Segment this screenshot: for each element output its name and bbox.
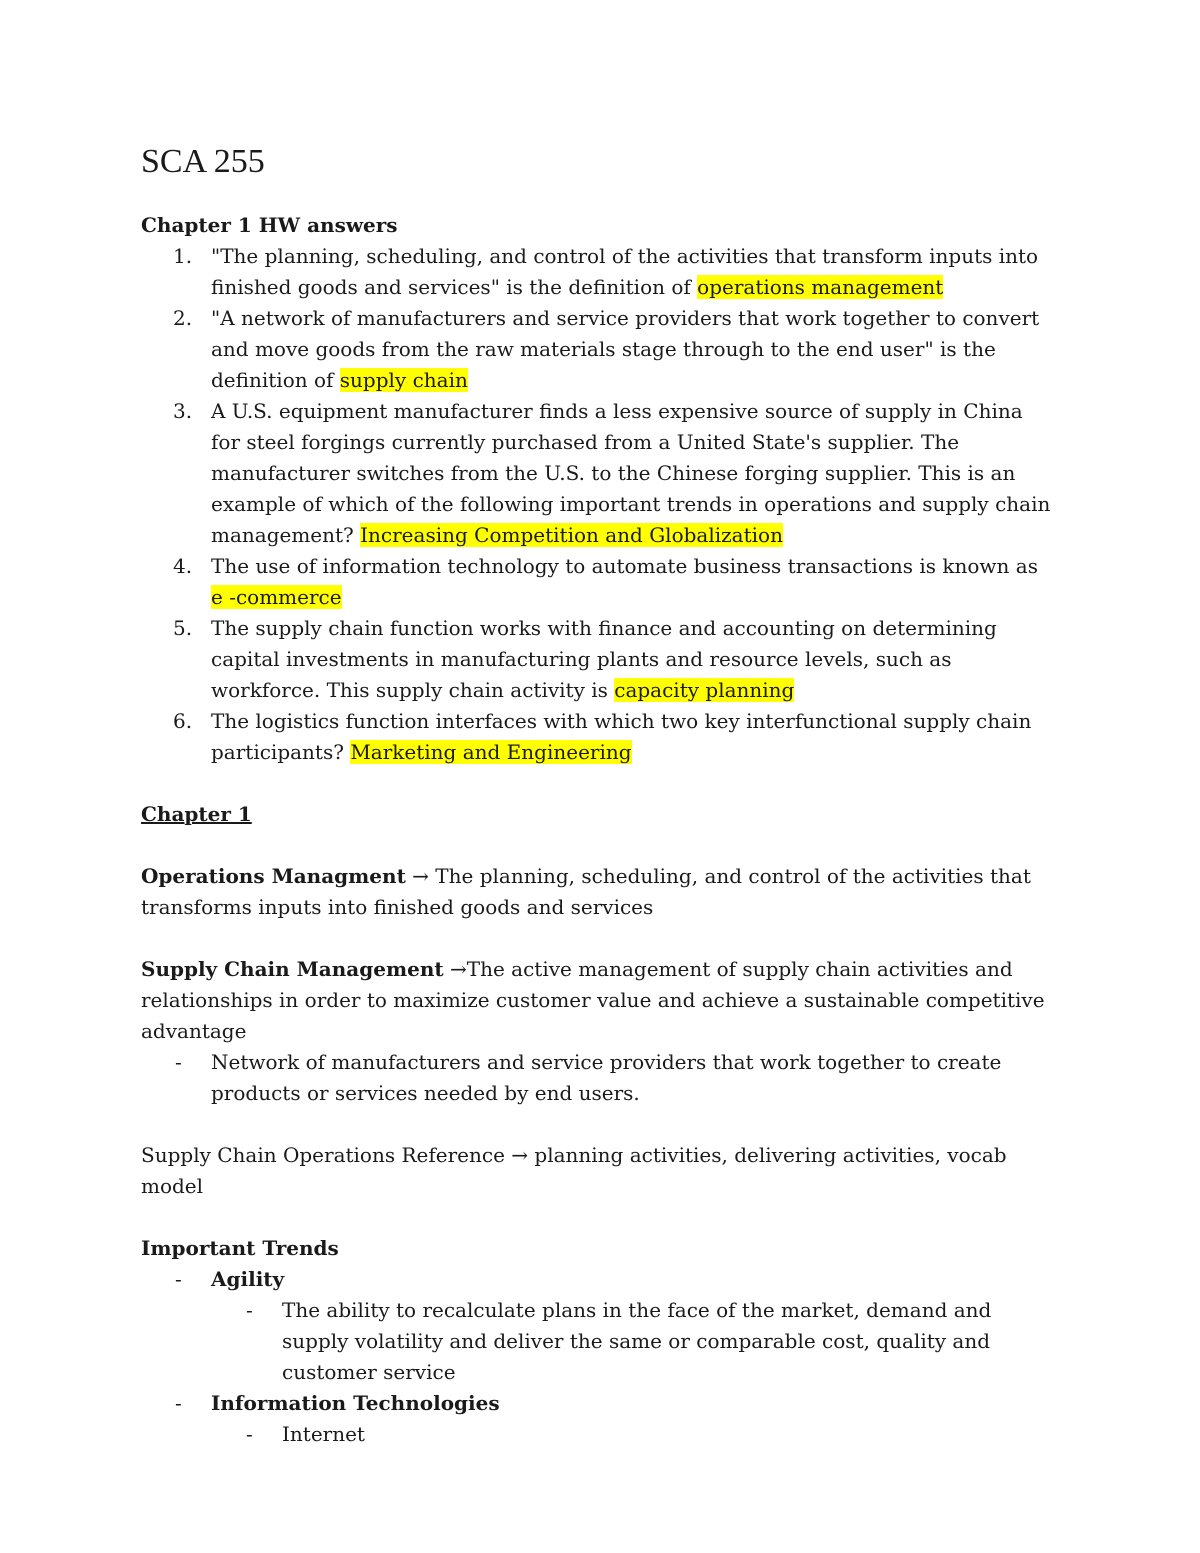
agility-def: The ability to recalculate plans in the face of the market, demand and supply volatility and deliver the same or comparable cost, quality and customer service bbox=[282, 1298, 992, 1384]
highlighted-answer: capacity planning bbox=[614, 678, 795, 702]
list-item bbox=[141, 1295, 1056, 1388]
ops-def: → The planning, scheduling, and control of the activities that transforms inputs into finished goods and services bbox=[141, 864, 1031, 919]
list-item bbox=[141, 1419, 1056, 1450]
item-number: 5. bbox=[173, 616, 193, 640]
highlighted-answer: supply chain bbox=[339, 368, 468, 392]
highlighted-answer: Marketing and Engineering bbox=[350, 740, 632, 764]
dash-bullet: - bbox=[175, 1267, 182, 1291]
scm-definition bbox=[141, 954, 1056, 1047]
ops-term: Operations Managment bbox=[141, 864, 406, 888]
item-number: 1. bbox=[173, 244, 193, 268]
dash-bullet: - bbox=[175, 1391, 182, 1415]
trends-heading: Important Trends bbox=[141, 1236, 339, 1260]
item-text: "A network of manufacturers and service providers that work together to convert and move goods from the raw materials stage through to the end user" is the definition of bbox=[211, 306, 1040, 392]
item-text: "The planning, scheduling, and control of the activities that transform inputs into finished goods and services" is the definition of bbox=[211, 244, 1039, 299]
highlighted-answer: Increasing Competition and Globalization bbox=[360, 523, 783, 547]
ops-definition bbox=[141, 861, 1056, 923]
list-item bbox=[141, 396, 1056, 551]
scm-bullet: Network of manufacturers and service providers that work together to create products or services needed by end users. bbox=[211, 1050, 1002, 1105]
item-number: 3. bbox=[173, 399, 193, 423]
item-text: The supply chain function works with finance and accounting on determining capital investments in manufacturing plants and resource levels, such as workforce. This supply chain activity is bbox=[211, 616, 997, 702]
scm-term: Supply Chain Management bbox=[141, 957, 444, 981]
item-number: 4. bbox=[173, 554, 193, 578]
highlighted-answer: e -commerce bbox=[211, 585, 342, 609]
list-item bbox=[141, 241, 1056, 303]
agility-label: Agility bbox=[211, 1267, 285, 1291]
highlighted-answer: operations management bbox=[697, 275, 944, 299]
list-item bbox=[141, 1388, 1056, 1419]
scm-def: →The active management of supply chain activities and relationships in order to maximize customer value and achieve a sustainable competitive advantage bbox=[141, 957, 1045, 1043]
dash-bullet: - bbox=[175, 1050, 182, 1074]
internet-label: Internet bbox=[282, 1422, 365, 1446]
document-page bbox=[141, 140, 1056, 1450]
list-item bbox=[141, 551, 1056, 613]
dash-bullet: - bbox=[246, 1422, 253, 1446]
item-number: 6. bbox=[173, 709, 193, 733]
item-text: A U.S. equipment manufacturer finds a less expensive source of supply in China for steel forgings currently purchased from a United State's supplier. The manufacturer switches from the U.S. to the Chinese forging supplier. This is an example of which of the following important trends in operations and supply chain management? bbox=[211, 399, 1051, 547]
list-item bbox=[141, 1047, 1056, 1109]
list-item bbox=[141, 613, 1056, 706]
scor-line: Supply Chain Operations Reference → planning activities, delivering activities, vocab model bbox=[141, 1143, 1007, 1198]
item-text: The logistics function interfaces with which two key interfunctional supply chain participants? bbox=[211, 709, 1032, 764]
dash-bullet: - bbox=[246, 1298, 253, 1322]
list-item bbox=[141, 1264, 1056, 1295]
it-label: Information Technologies bbox=[211, 1391, 500, 1415]
document-title: SCA 255 bbox=[141, 143, 265, 180]
list-item bbox=[141, 706, 1056, 768]
item-text: The use of information technology to automate business transactions is known as bbox=[211, 554, 1038, 578]
list-item bbox=[141, 303, 1056, 396]
chapter-heading: Chapter 1 bbox=[141, 802, 252, 826]
hw-heading: Chapter 1 HW answers bbox=[141, 213, 398, 237]
item-number: 2. bbox=[173, 306, 193, 330]
